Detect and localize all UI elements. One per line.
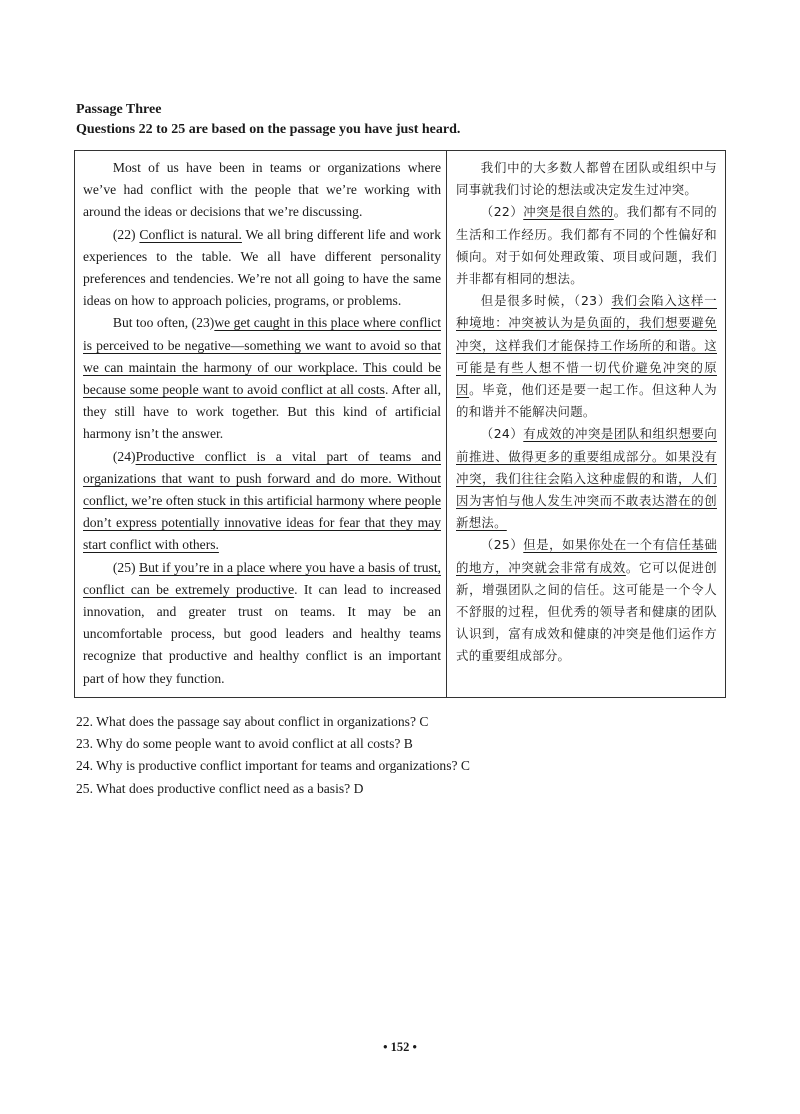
passage-title: Passage Three: [76, 102, 162, 117]
en-paragraph-22: (22) Conflict is natural. We all bring different life and work experiences to the table. We all have different personality preferences and tendencies. We’re not all going to have the same ideas on how to approach policies, programs, or problems.: [83, 226, 442, 309]
zh-answer-24: 有成效的冲突是团队和组织想要向前推进、做得更多的重要组成部分。如果没有冲突，我们往往会陷入这种虚假的和谐，人们因为害怕与他人发生冲突而不敢表达潜在的创新想法。: [456, 426, 718, 531]
en-answer-23: we get caught in this place where conflict is perceived to be negative—something we want to avoid so that we can maintain the harmony of our workplace. This could be because some people want to avoid conflict at all costs: [83, 315, 441, 398]
en-paragraph-24: (24)Productive conflict is a vital part of teams and organizations that want to push forward and do more. Without conflict, we’re often stuck in this artificial harmony where people don’t express potentially innovative ideas for fear that they may start conflict with others.: [83, 448, 441, 553]
en-paragraph-25: (25) But if you’re in a place where you have a basis of trust, conflict can be extremely productive. It can lead to increased innovation, and greater trust on teams. It may be an uncomfortable process, but good leaders and healthy teams recognize that productive and healthy conflict is an important part of how they function.: [83, 559, 441, 686]
en-answer-22: Conflict is natural.: [139, 226, 242, 242]
zh-answer-23: 我们会陷入这样一种境地：冲突被认为是负面的，我们想要避免冲突，这样我们才能保持工作场所的和谐。这可能是有些人想不惜一切代价避免冲突的原因: [456, 293, 717, 398]
en-paragraph-23: But too often, (23)we get caught in this place where conflict is perceived to be negative—something we want to avoid so that we can maintain the harmony of our workplace. This could be because some people want to avoid conflict at all costs. After all, they still have to work together. But this kind of artificial harmony isn’t the answer.: [83, 315, 441, 442]
en-paragraph-1: Most of us have been in teams or organizations where we’ve had conflict with the people that we’re working with around the ideas or decisions that we’re discussing.: [83, 160, 441, 220]
question-22: 22. What does the passage say about conflict in organizations? C: [76, 714, 429, 729]
zh-paragraph-24: （24）有成效的冲突是团队和组织想要向前推进、做得更多的重要组成部分。如果没有冲突，我们往往会陷入这种虚假的和谐，人们因为害怕与他人发生冲突而不敢表达潜在的创新想法。: [456, 426, 718, 531]
zh-answer-22: 冲突是很自然的: [523, 204, 614, 220]
question-24: 24. Why is productive conflict important for teams and organizations? C: [76, 758, 470, 774]
question-23: 23. Why do some people want to avoid conflict at all costs? B: [76, 736, 413, 752]
en-answer-25: But if you’re in a place where you have a basis of trust, conflict can be extremely productive: [83, 559, 441, 597]
chinese-translation: [447, 151, 725, 697]
zh-paragraph-25: （25）但是，如果你处在一个有信任基础的地方，冲突就会非常有成效。它可以促进创新，增强团队之间的信任。这可能是一个令人不舒服的过程，但优秀的领导者和健康的团队认识到，富有成效和健康的冲突是他们运作方式的重要组成部分。: [456, 537, 718, 664]
zh-paragraph-1: 我们中的大多数人都曾在团队或组织中与同事就我们讨论的想法或决定发生过冲突。: [456, 160, 717, 198]
page-number: • 152 •: [383, 1040, 417, 1054]
section-heading: [76, 100, 460, 140]
transcript-table: [74, 150, 726, 698]
zh-answer-25: 但是，如果你处在一个有信任基础的地方，冲突就会非常有成效: [456, 537, 718, 575]
question-25: 25. What does productive conflict need as a basis? D: [76, 780, 364, 796]
zh-paragraph-23: 但是很多时候，（23）我们会陷入这样一种境地：冲突被认为是负面的，我们想要避免冲突，这样我们才能保持工作场所的和谐。这可能是有些人想不惜一切代价避免冲突的原因。毕竟，他们还是要一起工作。但这种人为的和谐并不能解决问题。: [456, 293, 717, 420]
english-transcript: [75, 151, 447, 697]
question-list: [76, 711, 470, 800]
zh-paragraph-22: （22）冲突是很自然的。我们都有不同的生活和工作经历。我们都有不同的个性偏好和倾向。对于如何处理政策、项目或问题，我们并非都有相同的想法。: [456, 204, 717, 287]
en-answer-24: Productive conflict is a vital part of teams and organizations that want to push forward and do more. Without conflict, we’re often stuck in this artificial harmony where people don’t express potentially innovative ideas for fear that they may start conflict with others.: [83, 448, 441, 553]
passage-instructions: Questions 22 to 25 are based on the passage you have just heard.: [76, 122, 461, 137]
